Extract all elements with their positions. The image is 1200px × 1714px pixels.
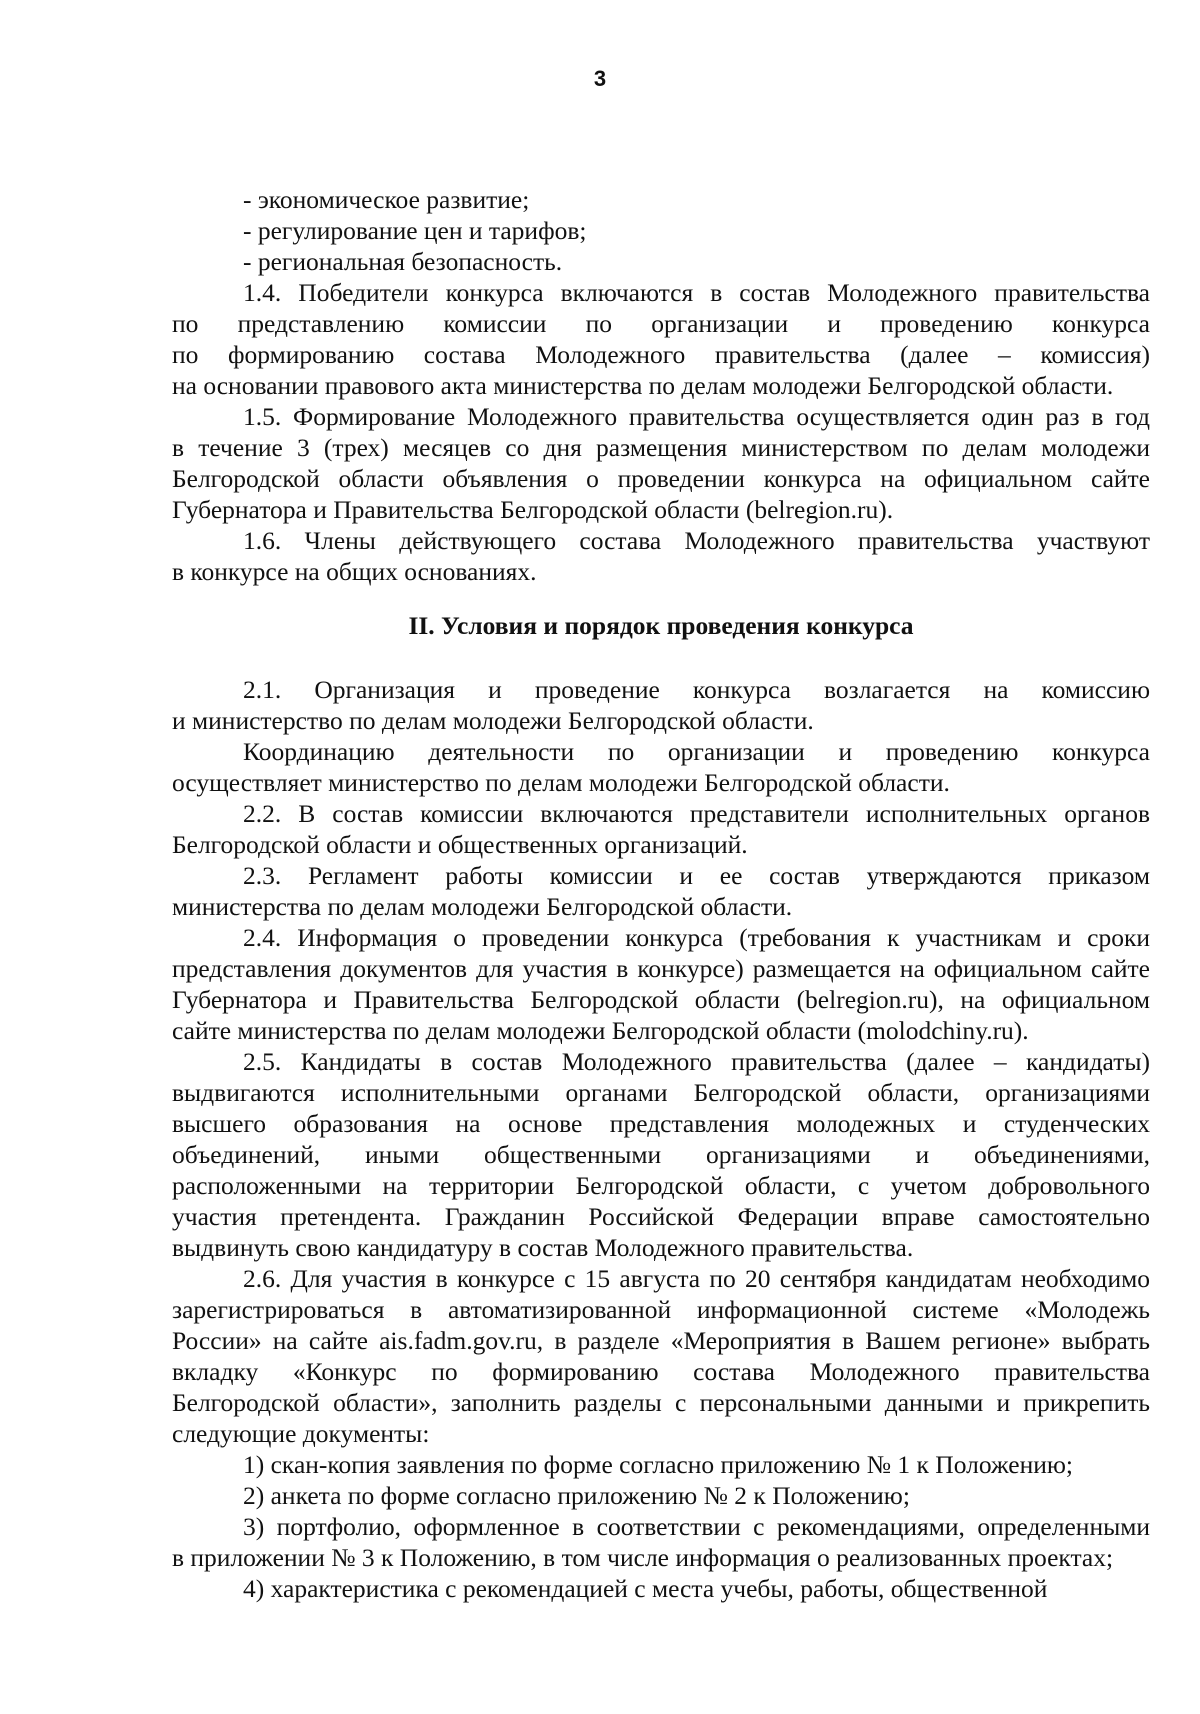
paragraph-line: 2.4. Информация о проведении конкурса (требования к участникам и сроки [243,923,1150,952]
document-body-part-2 [172,674,1150,1604]
paragraph-p2-1 [172,674,1150,736]
paragraph-p1-4 [172,277,1150,401]
paragraph-line: Белгородской области объявления о проведении конкурса на официальном сайте [172,464,1150,493]
paragraph-line: сайте министерства по делам молодежи Белгородской области (molodchiny.ru). [172,1016,1029,1045]
paragraph-line: 2.3. Регламент работы комиссии и ее состав утверждаются приказом [243,861,1150,890]
paragraph-p2-3 [172,860,1150,922]
paragraph-line: выдвигаются исполнительными органами Белгородской области, организациями [172,1078,1150,1107]
paragraph-line: 2) анкета по форме согласно приложению № 2 к Положению; [243,1481,910,1510]
paragraph-p1-6 [172,525,1150,587]
paragraph-line: Губернатора и Правительства Белгородской области (belregion.ru), на официальном [172,985,1150,1014]
paragraph-p2-6-2 [172,1480,1150,1511]
paragraph-line: 1.4. Победители конкурса включаются в состав Молодежного правительства [243,278,1150,307]
paragraph-line: объединений, иными общественными организациями и объединениями, [172,1140,1150,1169]
paragraph-line: Губернатора и Правительства Белгородской области (belregion.ru). [172,495,894,524]
paragraphs-section-1 [172,277,1150,587]
paragraph-p2-5 [172,1046,1150,1263]
paragraph-p1-5 [172,401,1150,525]
paragraph-line: следующие документы: [172,1419,430,1448]
paragraph-p2-4 [172,922,1150,1046]
paragraph-line: расположенными на территории Белгородской области, с учетом добровольного [172,1171,1150,1200]
paragraph-line: участия претендента. Гражданин Российской Федерации вправе самостоятельно [172,1202,1150,1231]
paragraph-line: 4) характеристика с рекомендацией с места учебы, работы, общественной [243,1574,1048,1603]
list-item: - экономическое развитие; [243,185,530,214]
paragraph-line: в течение 3 (трех) месяцев со дня размещения министерством по делам молодежи [172,433,1150,462]
paragraph-line: 1.6. Члены действующего состава Молодежного правительства участвуют [243,526,1150,555]
paragraph-line: Белгородской области», заполнить разделы с персональными данными и прикрепить [172,1388,1150,1417]
paragraph-line: 3) портфолио, оформленное в соответствии с рекомендациями, определенными [243,1512,1150,1541]
paragraph-line: России» на сайте ais.fadm.gov.ru, в разделе «Мероприятия в Вашем регионе» выбрать [172,1326,1150,1355]
document-body-part-1 [172,184,1150,587]
paragraph-line: по представлению комиссии по организации и проведению конкурса [172,309,1150,338]
paragraph-line: высшего образования на основе представления молодежных и студенческих [172,1109,1150,1138]
paragraph-p2-1b [172,736,1150,798]
list-item: - регулирование цен и тарифов; [243,216,587,245]
paragraph-p2-6-3 [172,1511,1150,1573]
paragraph-line: осуществляет министерство по делам молодежи Белгородской области. [172,768,950,797]
paragraph-line: в приложении № 3 к Положению, в том числе информация о реализованных проектах; [172,1543,1114,1572]
paragraph-line: на основании правового акта министерства по делам молодежи Белгородской области. [172,371,1114,400]
list-item: - региональная безопасность. [243,247,563,276]
paragraph-p2-2 [172,798,1150,860]
paragraph-p2-6-4 [172,1573,1150,1604]
section-heading: II. Условия и порядок проведения конкурса [408,611,914,640]
paragraph-p2-6-1 [172,1449,1150,1480]
paragraph-line: Координацию деятельности по организации и проведению конкурса [243,737,1150,766]
paragraph-line: в конкурсе на общих основаниях. [172,557,537,586]
paragraph-line: представления документов для участия в конкурсе) размещается на официальном сайте [172,954,1150,983]
paragraph-line: зарегистрироваться в автоматизированной информационной системе «Молодежь [172,1295,1150,1324]
paragraph-line: 2.2. В состав комиссии включаются представители исполнительных органов [243,799,1150,828]
paragraph-line: вкладку «Конкурс по формированию состава Молодежного правительства [172,1357,1150,1386]
paragraphs-section-2 [172,674,1150,1604]
paragraph-line: 1) скан-копия заявления по форме согласно приложению № 1 к Положению; [243,1450,1073,1479]
paragraph-line: 2.1. Организация и проведение конкурса возлагается на комиссию [243,675,1150,704]
paragraph-p2-6 [172,1263,1150,1449]
paragraph-line: и министерство по делам молодежи Белгородской области. [172,706,814,735]
paragraph-line: 1.5. Формирование Молодежного правительства осуществляется один раз в год [243,402,1150,431]
paragraph-line: министерства по делам молодежи Белгородской области. [172,892,793,921]
page-number: 3 [593,66,607,91]
paragraph-line: Белгородской области и общественных организаций. [172,830,748,859]
paragraph-line: 2.5. Кандидаты в состав Молодежного правительства (далее – кандидаты) [243,1047,1150,1076]
paragraph-line: 2.6. Для участия в конкурсе с 15 августа по 20 сентября кандидатам необходимо [243,1264,1150,1293]
paragraph-line: выдвинуть свою кандидатуру в состав Молодежного правительства. [172,1233,914,1262]
intro-list [172,184,1150,277]
paragraph-line: по формированию состава Молодежного правительства (далее – комиссия) [172,340,1150,369]
